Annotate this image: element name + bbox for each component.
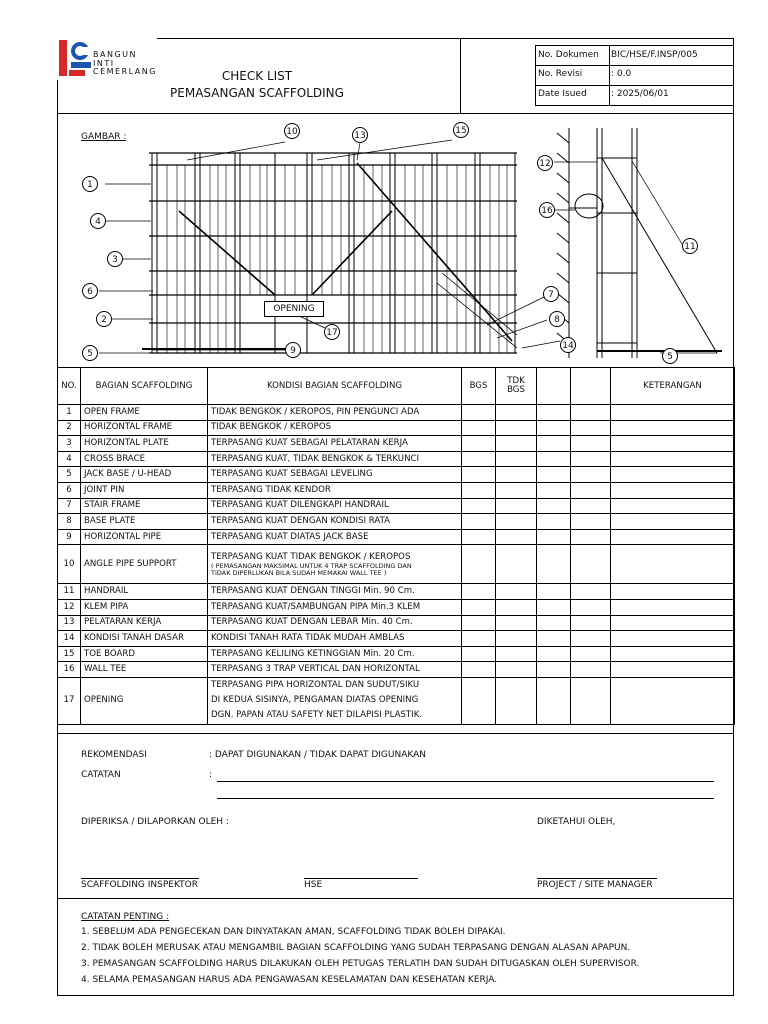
condition-text: TERPASANG KUAT DENGAN TINGGI Min. 90 Cm. [211,586,415,597]
table-row [58,545,735,584]
table-header-row [58,368,735,405]
callout-5-right: 5 [662,348,678,364]
footer-divider-bottom [57,898,734,899]
row-extra-cell-1[interactable] [537,646,571,662]
row-extra-cell-2[interactable] [571,498,611,514]
row-bgs-checkbox[interactable] [462,482,496,498]
row-number: 7 [58,498,81,514]
row-keterangan[interactable] [611,451,735,467]
row-tdk-bgs-checkbox[interactable] [496,545,537,584]
row-tdk-bgs-checkbox[interactable] [496,631,537,647]
row-condition [208,436,462,452]
callout-9: 9 [285,342,301,358]
condition-text: TERPASANG KUAT/SAMBUNGAN PIPA Min.3 KLEM [211,601,421,612]
callout-11: 11 [682,238,698,254]
row-keterangan[interactable] [611,405,735,421]
row-part: TOE BOARD [81,646,208,662]
row-keterangan[interactable] [611,482,735,498]
row-extra-cell-2[interactable] [571,599,611,615]
row-bgs-checkbox[interactable] [462,420,496,436]
condition-text: TERPASANG KUAT, TIDAK BENGKOK & TERKUNCI [211,453,420,464]
row-extra-cell-1[interactable] [537,482,571,498]
row-part: KONDISI TANAH DASAR [81,631,208,647]
row-number: 15 [58,646,81,662]
row-number: 1 [58,405,81,421]
row-condition [208,615,462,631]
row-extra-cell-2[interactable] [571,646,611,662]
row-part: HORIZONTAL FRAME [81,420,208,436]
row-extra-cell-1[interactable] [537,436,571,452]
row-condition [208,662,462,678]
callout-7: 7 [543,286,559,302]
callout-14: 14 [560,337,576,353]
row-part: CROSS BRACE [81,451,208,467]
row-keterangan[interactable] [611,646,735,662]
meta-row-line-1 [535,65,734,66]
revision-value: : 0.0 [611,69,632,79]
meta-row-line-0 [535,45,734,46]
table-row [58,529,735,545]
notes-line-2[interactable] [217,798,714,799]
signature-inspector-label: SCAFFOLDING INSPEKTOR [81,880,199,890]
notes-line-1[interactable] [217,781,714,782]
callout-1: 1 [82,176,98,192]
table-row [58,467,735,483]
condition-text: TIDAK BENGKOK / KEROPOS [211,422,332,433]
signature-manager-label: PROJECT / SITE MANAGER [537,880,653,890]
row-extra-cell-1[interactable] [537,451,571,467]
row-tdk-bgs-checkbox[interactable] [496,646,537,662]
row-tdk-bgs-checkbox[interactable] [496,467,537,483]
callout-17: 17 [324,324,340,340]
row-keterangan[interactable] [611,677,735,724]
table-row [58,631,735,647]
footer-divider-top [57,733,734,734]
row-tdk-bgs-checkbox[interactable] [496,584,537,600]
row-part: BASE PLATE [81,514,208,530]
row-extra-cell-1[interactable] [537,599,571,615]
row-tdk-bgs-checkbox[interactable] [496,599,537,615]
row-extra-cell-2[interactable] [571,451,611,467]
row-extra-cell-2[interactable] [571,545,611,584]
row-part: OPENING [81,677,208,724]
row-keterangan[interactable] [611,584,735,600]
scaffolding-illustration [57,113,734,367]
meta-row-line-3 [535,105,734,106]
row-part: HORIZONTAL PLATE [81,436,208,452]
header-tdk-bgs [496,368,537,405]
row-part: STAIR FRAME [81,498,208,514]
row-keterangan[interactable] [611,599,735,615]
header-tdk-line1: TDK [507,376,525,386]
row-condition [208,514,462,530]
condition-text: TERPASANG KUAT DILENGKAPI HANDRAIL [211,500,389,511]
acknowledged-by-label: DIKETAHUI OLEH, [537,817,616,827]
row-part: ANGLE PIPE SUPPORT [81,545,208,584]
row-bgs-checkbox[interactable] [462,405,496,421]
row-extra-cell-1[interactable] [537,631,571,647]
row-condition [208,467,462,483]
row-bgs-checkbox[interactable] [462,467,496,483]
row-number: 4 [58,451,81,467]
row-bgs-checkbox[interactable] [462,677,496,724]
callout-10: 10 [284,123,300,139]
row-bgs-checkbox[interactable] [462,545,496,584]
row-extra-cell-1[interactable] [537,514,571,530]
row-part: KLEM PIPA [81,599,208,615]
row-extra-cell-1[interactable] [537,615,571,631]
header-part: BAGIAN SCAFFOLDING [81,368,208,405]
table-row [58,405,735,421]
company-name-line2: INTI [93,59,115,68]
important-note-4: 4. SELAMA PEMASANGAN HARUS ADA PENGAWASAN KESELAMATAN DAN KESEHATAN KERJA. [81,975,498,985]
row-part: HANDRAIL [81,584,208,600]
condition-note-1: ( PEMASANGAN MAKSIMAL UNTUK 4 TRAP SCAFFOLDING DAN [211,561,412,570]
row-condition [208,405,462,421]
row-extra-cell-2[interactable] [571,662,611,678]
row-extra-cell-1[interactable] [537,420,571,436]
row-bgs-checkbox[interactable] [462,529,496,545]
row-extra-cell-2[interactable] [571,405,611,421]
row-condition [208,498,462,514]
row-number: 9 [58,529,81,545]
condition-text: TERPASANG 3 TRAP VERTICAL DAN HORIZONTAL [211,664,420,675]
row-bgs-checkbox[interactable] [462,631,496,647]
doc-number-label: No. Dokumen [538,50,599,60]
important-notes-title: CATATAN PENTING : [81,912,170,922]
table-row [58,646,735,662]
row-extra-cell-1[interactable] [537,498,571,514]
row-extra-cell-1[interactable] [537,405,571,421]
row-extra-cell-2[interactable] [571,677,611,724]
table-row [58,677,735,724]
form-title-line1: CHECK LIST [221,69,293,83]
recommendation-label: REKOMENDASI [81,750,147,760]
date-issued-label: Date Isued [538,89,587,99]
row-tdk-bgs-checkbox[interactable] [496,498,537,514]
row-condition [208,677,462,724]
row-bgs-checkbox[interactable] [462,646,496,662]
row-bgs-checkbox[interactable] [462,615,496,631]
row-keterangan[interactable] [611,615,735,631]
checklist-table [57,367,735,725]
table-row [58,498,735,514]
callout-6: 6 [82,283,98,299]
row-condition [208,451,462,467]
row-number: 10 [58,545,81,584]
condition-text: KONDISI TANAH RATA TIDAK MUDAH AMBLAS [211,632,405,643]
header-blank-2 [571,368,611,405]
table-row [58,451,735,467]
row-keterangan[interactable] [611,420,735,436]
row-tdk-bgs-checkbox[interactable] [496,662,537,678]
table-row [58,662,735,678]
row-number: 12 [58,599,81,615]
callout-4: 4 [90,213,106,229]
row-condition [208,646,462,662]
recommendation-value[interactable]: : DAPAT DIGUNAKAN / TIDAK DAPAT DIGUNAKAN [209,750,427,760]
table-row [58,615,735,631]
row-part: HORIZONTAL PIPE [81,529,208,545]
header-keterangan: KETERANGAN [611,368,735,405]
row-number: 16 [58,662,81,678]
table-row [58,436,735,452]
company-name-line1: BANGUN [93,50,137,59]
row-keterangan[interactable] [611,529,735,545]
row-extra-cell-2[interactable] [571,529,611,545]
row-part: JOINT PIN [81,482,208,498]
form-title-line2: PEMASANGAN SCAFFOLDING [170,86,344,100]
row-keterangan[interactable] [611,498,735,514]
row-extra-cell-1[interactable] [537,529,571,545]
row-extra-cell-1[interactable] [537,584,571,600]
row-condition [208,420,462,436]
condition-line-1: TERPASANG KUAT TIDAK BENGKOK / KEROPOS [211,551,411,562]
callout-8: 8 [549,311,565,327]
row-part: OPEN FRAME [81,405,208,421]
meta-col-line-1 [535,45,536,106]
row-condition [208,584,462,600]
table-row [58,584,735,600]
row-tdk-bgs-checkbox[interactable] [496,677,537,724]
row-tdk-bgs-checkbox[interactable] [496,451,537,467]
meta-row-line-2 [535,85,734,86]
row-bgs-checkbox[interactable] [462,436,496,452]
row-extra-cell-2[interactable] [571,482,611,498]
notes-label: CATATAN [81,770,121,780]
row-keterangan[interactable] [611,514,735,530]
row-number: 3 [58,436,81,452]
row-keterangan[interactable] [611,631,735,647]
condition-text: TERPASANG KUAT DIATAS JACK BASE [211,531,369,542]
row-number: 2 [58,420,81,436]
notes-colon: : [209,770,213,780]
row-extra-cell-1[interactable] [537,677,571,724]
opening-label: OPENING [264,301,324,317]
header-blank-1 [537,368,571,405]
condition-text: TERPASANG KELILING KETINGGIAN Min. 20 Cm. [211,648,415,659]
row-number: 5 [58,467,81,483]
meta-col-line-2 [609,45,610,106]
company-name-line3: CEMERLANG [93,67,157,76]
row-condition [208,545,462,584]
row-extra-cell-1[interactable] [537,545,571,584]
condition-line-3: DGN. PAPAN ATAU SAFETY NET DILAPISI PLASTIK. [211,710,423,721]
header-no: NO. [58,368,81,405]
row-bgs-checkbox[interactable] [462,514,496,530]
important-note-3: 3. PEMASANGAN SCAFFOLDING HARUS DILAKUKAN OLEH PETUGAS TERLATIH DAN SUDAH DITUGASKAN OLEH SUPERVISOR. [81,959,640,969]
row-keterangan[interactable] [611,436,735,452]
callout-12: 12 [537,155,553,171]
row-tdk-bgs-checkbox[interactable] [496,420,537,436]
row-condition [208,631,462,647]
row-extra-cell-1[interactable] [537,662,571,678]
row-extra-cell-2[interactable] [571,467,611,483]
callout-13: 13 [352,127,368,143]
row-part: WALL TEE [81,662,208,678]
row-extra-cell-2[interactable] [571,514,611,530]
condition-text: TERPASANG KUAT DENGAN LEBAR Min. 40 Cm. [211,617,413,628]
callout-2: 2 [96,311,112,327]
callout-16: 16 [539,202,555,218]
signature-hse-label: HSE [304,880,323,890]
doc-number-value: BIC/HSE/F.INSP/005 [611,50,698,60]
row-condition [208,529,462,545]
row-tdk-bgs-checkbox[interactable] [496,615,537,631]
important-note-1: 1. SEBELUM ADA PENGECEKAN DAN DINYATAKAN AMAN, SCAFFOLDING TIDAK BOLEH DIPAKAI. [81,927,506,937]
row-extra-cell-2[interactable] [571,436,611,452]
row-part: PELATARAN KERJA [81,615,208,631]
table-row [58,482,735,498]
row-extra-cell-2[interactable] [571,420,611,436]
row-tdk-bgs-checkbox[interactable] [496,405,537,421]
row-number: 11 [58,584,81,600]
row-tdk-bgs-checkbox[interactable] [496,529,537,545]
condition-line-1: TERPASANG PIPA HORIZONTAL DAN SUDUT/SIKU [211,680,420,691]
condition-text: TERPASANG KUAT DENGAN KONDISI RATA [211,515,391,526]
header-bgs: BGS [462,368,496,405]
condition-note-2: TIDAK DIPERLUKAN BILA SUDAH MEMAKAI WALL TEE ) [211,568,387,577]
row-condition [208,482,462,498]
callout-3: 3 [107,251,123,267]
row-extra-cell-2[interactable] [571,584,611,600]
table-row [58,599,735,615]
condition-text: TERPASANG TIDAK KENDOR [211,484,331,495]
row-bgs-checkbox[interactable] [462,498,496,514]
table-row [58,514,735,530]
row-extra-cell-1[interactable] [537,467,571,483]
row-keterangan[interactable] [611,467,735,483]
revision-label: No. Revisi [538,69,583,79]
row-number: 6 [58,482,81,498]
row-keterangan[interactable] [611,545,735,584]
row-number: 17 [58,677,81,724]
row-number: 8 [58,514,81,530]
table-row [58,420,735,436]
row-bgs-checkbox[interactable] [462,451,496,467]
table-body [58,405,735,725]
row-keterangan[interactable] [611,662,735,678]
row-number: 14 [58,631,81,647]
condition-text: TERPASANG KUAT SEBAGAI LEVELING [211,469,373,480]
callout-5-left: 5 [82,345,98,361]
inspected-by-label: DIPERIKSA / DILAPORKAN OLEH : [81,817,229,827]
header-col-line [460,38,461,113]
callout-15: 15 [453,122,469,138]
header-condition: KONDISI BAGIAN SCAFFOLDING [208,368,462,405]
row-bgs-checkbox[interactable] [462,584,496,600]
row-number: 13 [58,615,81,631]
header-tdk-line2: BGS [507,385,525,395]
drawing-label: GAMBAR : [81,132,127,142]
date-issued-value: : 2025/06/01 [611,89,669,99]
row-extra-cell-2[interactable] [571,631,611,647]
row-bgs-checkbox[interactable] [462,599,496,615]
important-note-2: 2. TIDAK BOLEH MERUSAK ATAU MENGAMBIL BAGIAN SCAFFOLDING YANG SUDAH TERPASANG DENGAN ALASAN APAPUN. [81,943,631,953]
row-bgs-checkbox[interactable] [462,662,496,678]
row-condition [208,599,462,615]
row-tdk-bgs-checkbox[interactable] [496,436,537,452]
condition-text: TIDAK BENGKOK / KEROPOS, PIN PENGUNCI ADA [211,406,420,417]
row-tdk-bgs-checkbox[interactable] [496,514,537,530]
condition-line-2: DI KEDUA SISINYA, PENGAMAN DIATAS OPENING [211,695,419,706]
row-extra-cell-2[interactable] [571,615,611,631]
condition-text: TERPASANG KUAT SEBAGAI PELATARAN KERJA [211,437,408,448]
row-part: JACK BASE / U-HEAD [81,467,208,483]
row-tdk-bgs-checkbox[interactable] [496,482,537,498]
